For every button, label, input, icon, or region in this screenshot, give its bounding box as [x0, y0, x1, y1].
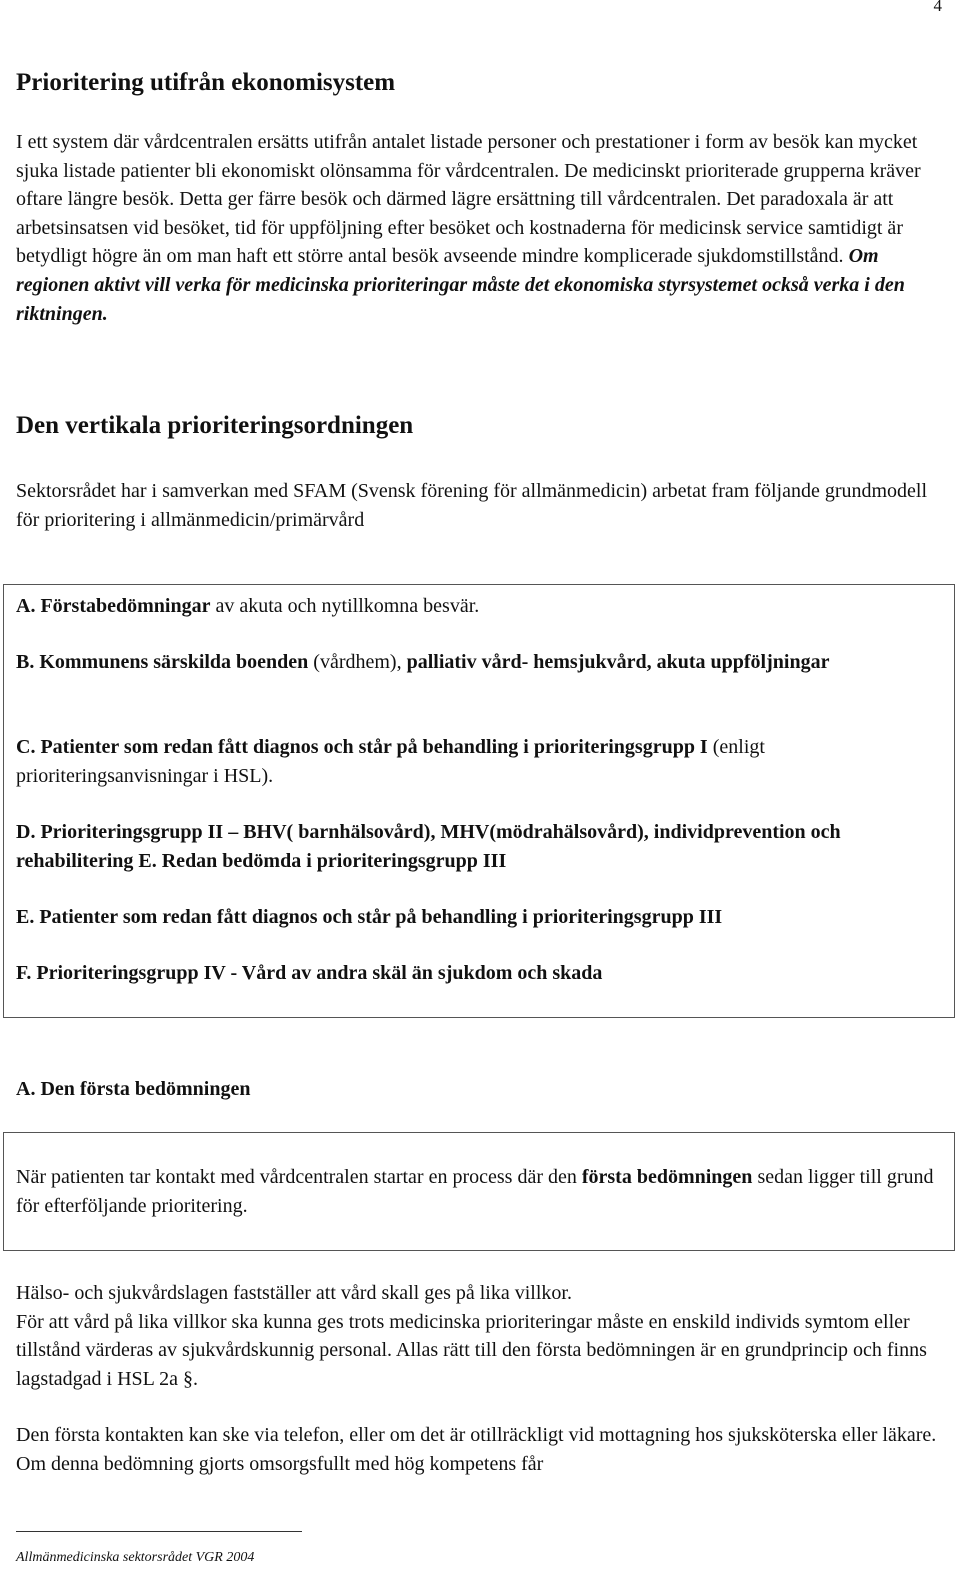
first-assessment-pre: När patienten tar kontakt med vårdcentralen startar en process där den — [16, 1166, 582, 1188]
paragraph-equal-terms — [16, 1279, 938, 1393]
paragraph-equal-terms-line1: Hälso- och sjukvårdslagen fastställer att vård skall ges på lika villkor. — [16, 1282, 572, 1304]
page-number: 4 — [933, 0, 942, 15]
priority-item-e: E. Patienter som redan fått diagnos och står på behandling i prioriteringsgrupp III — [16, 906, 723, 928]
priority-item-b — [16, 648, 940, 677]
paragraph-economic-text: I ett system där vårdcentralen ersätts utifrån antalet listade personer och prestationer i form av besök kan mycket sjuka listade patienter bli ekonomiskt olönsamma för vårdcentralen. De medicinskt prioriterade grupperna kräver oftare längre besök. Detta ger färre besök och därmed lägre ersättning till vårdcentralen. Det paradoxala är att arbetsinsatsen vid besöket, tid för uppföljning efter besöket och kostnaderna för medicinsk service samtidigt är betydligt högre än om man haft ett större antal besök avseende mindre komplicerade sjukdomstillstånd. — [16, 131, 921, 268]
priority-model-box — [3, 584, 955, 1018]
priority-item-d: D. Prioriteringsgrupp II – BHV( barnhälsovård), MHV(mödrahälsovård), individprevention och rehabilitering E. Redan bedömda i prioriteringsgrupp III — [16, 821, 841, 872]
heading-economic-system: Prioritering utifrån ekonomisystem — [16, 69, 396, 96]
priority-item-a-text: av akuta och nytillkomna besvär. — [210, 595, 480, 617]
paragraph-economic-system — [16, 128, 938, 328]
first-assessment-bold: första bedömningen — [581, 1166, 753, 1188]
paragraph-equal-terms-rest: För att vård på lika villkor ska kunna ges trots medicinska prioriteringar måste en enskild individs symtom eller tillstånd värderas av sjukvårdskunnig personal. Allas rätt till den första bedömningen är en grundprincip och finns lagstadgad i HSL 2a §. — [16, 1310, 927, 1390]
paragraph-first-contact: Den första kontakten kan ske via telefon, eller om det är otillräckligt vid mottagning hos sjuksköterska eller läkare. Om denna bedömning gjorts omsorgsfullt med hög kompetens får — [16, 1424, 937, 1475]
first-assessment-box — [3, 1132, 955, 1251]
first-assessment-box-text — [16, 1163, 940, 1220]
priority-item-b-bold2: palliativ vård- hemsjukvård, akuta uppföljningar — [406, 651, 830, 673]
heading-first-assessment: A. Den första bedömningen — [16, 1078, 251, 1100]
priority-item-a-bold: A. Förstabedömningar — [16, 595, 211, 617]
priority-item-f: F. Prioriteringsgrupp IV - Vård av andra skäl än sjukdom och skada — [16, 962, 603, 984]
footnote-divider — [16, 1531, 302, 1532]
priority-item-a — [16, 592, 940, 621]
priority-item-b-text: (vårdhem), — [308, 651, 407, 673]
priority-item-c-bold: C. Patienter som redan fått diagnos och står på behandling i prioriteringsgrupp I — [16, 736, 708, 758]
footer-text: Allmänmedicinska sektorsrådet VGR 2004 — [16, 1550, 255, 1565]
priority-item-c-text: (enligt prioriteringsanvisningar i HSL). — [16, 736, 765, 787]
paragraph-sektorsradet: Sektorsrådet har i samverkan med SFAM (Svensk förening för allmänmedicin) arbetat fram följande grundmodell för prioritering i allmänmedicin/primärvård — [16, 480, 928, 531]
paragraph-economic-emphasis: Om regionen aktivt vill verka för medicinska prioriteringar måste det ekonomiska styrsystemet också verka i den riktningen. — [16, 245, 905, 325]
first-assessment-post: sedan ligger till grund för efterföljande prioritering. — [16, 1166, 934, 1217]
priority-item-c — [16, 733, 940, 790]
priority-item-b-bold1: B. Kommunens särskilda boenden — [16, 651, 309, 673]
heading-vertical-order: Den vertikala prioriteringsordningen — [16, 412, 414, 439]
